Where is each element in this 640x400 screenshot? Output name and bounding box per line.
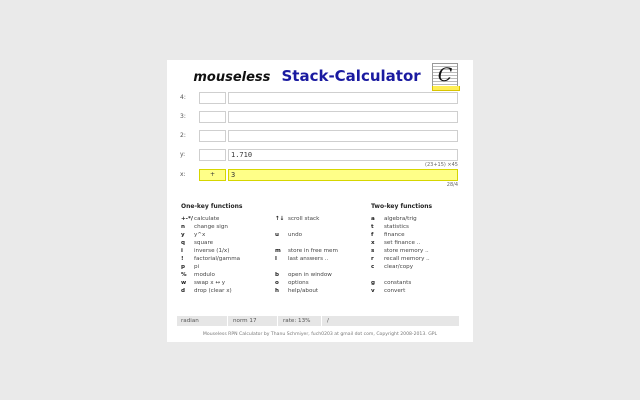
register-op[interactable]	[199, 130, 226, 142]
key-action: undo	[288, 232, 303, 238]
key-action: convert	[384, 288, 406, 294]
divider	[321, 316, 322, 326]
stack-register-2	[179, 130, 459, 142]
key-action: swap x ↔ y	[194, 280, 226, 286]
register-value[interactable]: 1.710	[228, 149, 458, 161]
list-item	[275, 216, 319, 222]
key: r	[371, 256, 374, 262]
key: n	[181, 224, 185, 230]
brand-name: mouseless	[193, 70, 271, 85]
key-action: modulo	[194, 272, 215, 278]
register-label: x:	[180, 171, 186, 178]
key-action: recall memory ..	[384, 256, 430, 262]
two-key-heading: Two-key functions	[371, 203, 433, 210]
x-op[interactable]: +	[199, 169, 226, 181]
key: m	[275, 248, 281, 254]
key-action: drop (clear x)	[194, 288, 232, 294]
key: l	[275, 256, 277, 262]
key: a	[371, 216, 375, 222]
register-label: 3:	[180, 113, 186, 120]
register-op[interactable]	[199, 92, 226, 104]
key: q	[181, 240, 186, 246]
register-label: 2:	[180, 132, 186, 139]
stack-register-4	[179, 92, 459, 104]
footer-credits: Mouseless RPN Calculator by Thanu Schmiyer, fuch0203 at gmail dot com, Copyright 2008-2013. GPL	[202, 332, 438, 337]
register-value[interactable]	[228, 92, 458, 104]
status-slash: /	[327, 318, 329, 324]
key-action: last answers ..	[288, 256, 329, 262]
list-item	[181, 280, 225, 286]
list-item	[371, 264, 413, 270]
key: t	[371, 224, 374, 230]
list-item	[181, 240, 213, 246]
stack-register-y	[179, 149, 459, 161]
register-value[interactable]	[228, 111, 458, 123]
list-item	[371, 232, 405, 238]
divider	[227, 316, 228, 326]
product-name: Stack-Calculator	[281, 67, 421, 85]
key: x	[371, 240, 375, 246]
list-item	[371, 216, 417, 222]
key-action: scroll stack	[288, 216, 320, 222]
list-item	[371, 280, 411, 286]
key: %	[181, 272, 187, 278]
key: h	[275, 288, 279, 294]
x-input[interactable]: 3	[228, 169, 458, 181]
list-item	[275, 280, 309, 286]
list-item	[181, 232, 205, 238]
list-item	[181, 248, 229, 254]
key-action: constants	[384, 280, 412, 286]
expression-hint: (23+15) ×45	[425, 162, 458, 168]
list-item	[181, 264, 199, 270]
register-value[interactable]	[228, 130, 458, 142]
key-action: options	[288, 280, 309, 286]
key: d	[181, 288, 186, 294]
list-item	[275, 256, 328, 262]
key-action: open in window	[288, 272, 332, 278]
key-action: change sign	[194, 224, 228, 230]
list-item	[181, 288, 232, 294]
stack-register-3	[179, 111, 459, 123]
divider	[277, 316, 278, 326]
key: p	[181, 264, 186, 270]
list-item	[371, 256, 430, 262]
register-label: 4:	[180, 94, 186, 101]
key-action: square	[194, 240, 214, 246]
list-item	[181, 256, 240, 262]
list-item	[275, 288, 318, 294]
key: c	[371, 264, 375, 270]
x-hint: 28/4	[446, 182, 458, 188]
register-op[interactable]	[199, 149, 226, 161]
key: y	[181, 232, 185, 238]
key: f	[371, 232, 374, 238]
key-action: algebra/trig	[384, 216, 417, 222]
key: !	[181, 256, 184, 262]
key-action: store memory ..	[384, 248, 429, 254]
rate-setting[interactable]: rate: 13%	[283, 318, 311, 324]
angle-mode[interactable]: radian	[181, 318, 199, 324]
list-item	[275, 232, 302, 238]
calculator-panel	[167, 60, 473, 342]
key: v	[371, 288, 375, 294]
key: g	[371, 280, 376, 286]
key: b	[275, 272, 280, 278]
one-key-heading: One-key functions	[181, 203, 243, 210]
list-item	[371, 288, 405, 294]
key-action: pi	[194, 264, 200, 270]
list-item	[371, 240, 420, 246]
calculator-logo-icon[interactable]: C	[432, 63, 458, 87]
list-item	[181, 272, 215, 278]
key-action: inverse (1/x)	[194, 248, 230, 254]
key: u	[275, 232, 279, 238]
key: ↑↓	[275, 216, 285, 222]
register-op[interactable]	[199, 111, 226, 123]
app-title	[167, 66, 447, 85]
key: i	[181, 248, 183, 254]
norm-setting[interactable]: norm 17	[233, 318, 257, 324]
key-action: calculate	[194, 216, 220, 222]
key-action: y^x	[194, 232, 206, 238]
key-action: factorial/gamma	[194, 256, 241, 262]
list-item	[371, 248, 429, 254]
logo-highlight	[432, 86, 460, 91]
list-item	[371, 224, 409, 230]
list-item	[275, 248, 338, 254]
stack-register-x	[179, 169, 459, 181]
key: +-*/	[181, 216, 193, 222]
key-action: help/about	[288, 288, 319, 294]
list-item	[275, 272, 332, 278]
register-label: y:	[180, 151, 186, 158]
list-item	[181, 216, 219, 222]
key: w	[181, 280, 187, 286]
key-action: store in free mem	[288, 248, 338, 254]
key: s	[371, 248, 375, 254]
key-action: finance	[384, 232, 405, 238]
status-bar	[177, 316, 459, 326]
key-action: statistics	[384, 224, 409, 230]
key-action: set finance ..	[384, 240, 421, 246]
key: o	[275, 280, 279, 286]
key-action: clear/copy	[384, 264, 414, 270]
list-item	[181, 224, 228, 230]
